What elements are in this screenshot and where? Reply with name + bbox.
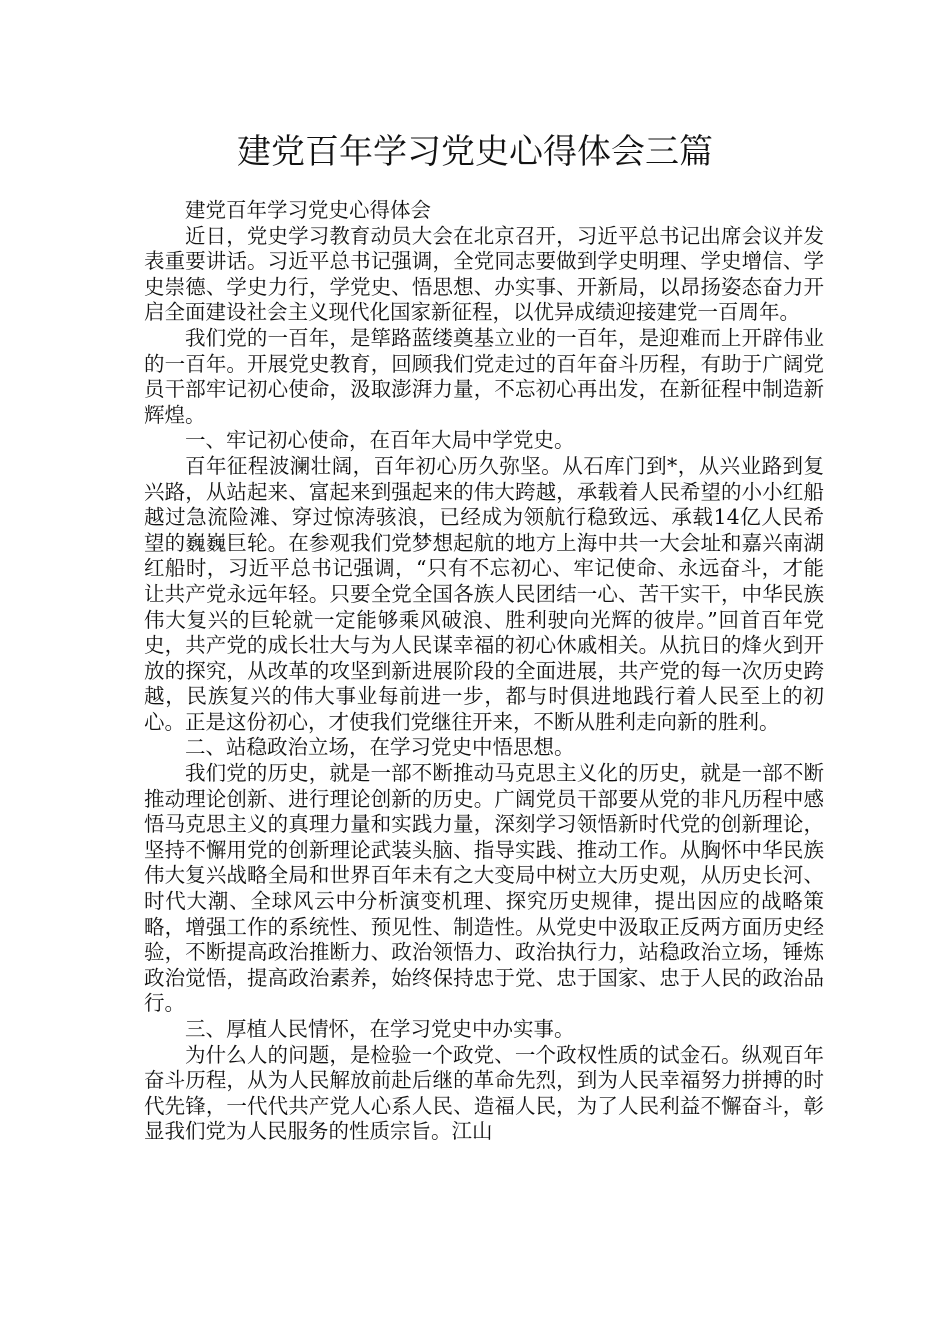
- section-heading: 一、牢记初心使命，在百年大局中学党史。: [185, 428, 575, 453]
- document-title: 建党百年学习党史心得体会三篇: [237, 132, 713, 172]
- body-paragraph: 近日，党史学习教育动员大会在北京召开，习近平总书记出席会议并发表重要讲话。习近平总书记强调，全党同志要做到学史明理、学史增信、学史崇德、学史力行，学党史、悟思想、办实事、开新局，以昂扬姿态奋力开启全面建设社会主义现代化国家新征程，以优异成绩迎接建党一百周年。: [144, 223, 824, 325]
- section-heading: 二、站稳政治立场，在学习党史中悟思想。: [185, 735, 575, 760]
- section-heading: 三、厚植人民情怀，在学习党史中办实事。: [185, 1017, 575, 1041]
- body-paragraph: 百年征程波澜壮阔，百年初心历久弥坚。从石库门到*，从兴业路到复兴路，从站起来、富起来到强起来的伟大跨越，承载着人民希望的小小红船越过急流险滩、穿过惊涛骇浪，已经成为领航行稳致远、承载14亿人民希望的巍巍巨轮。在参观我们党梦想起航的地方上海中共一大会址和嘉兴南湖红船时，习近平总书记强调，“只有不忘初心、牢记使命、永远奋斗，才能让共产党永远年轻。只要全党全国各族人民团结一心、苦干实干，中华民族伟大复兴的巨轮就一定能够乘风破浪、胜利驶向光辉的彼岸。”回首百年党史，共产党的成长壮大与为人民谋幸福的初心休戚相关。从抗日的烽火到开放的探究，从改革的攻坚到新进展阶段的全面进展，共产党的每一次历史跨越，民族复兴的伟大事业每前进一步，都与时俱进地践行着人民至上的初心。正是这份初心，才使我们党继往开来，不断从胜利走向新的胜利。: [144, 453, 824, 734]
- body-paragraph: 我们党的一百年，是筚路蓝缕奠基立业的一百年，是迎难而上开辟伟业的一百年。开展党史教育，回顾我们党走过的百年奋斗历程，有助于广阔党员干部牢记初心使命，汲取澎湃力量，不忘初心再出发，在新征程中制造新辉煌。: [144, 325, 824, 427]
- section-heading: 建党百年学习党史心得体会: [185, 198, 431, 222]
- document-body: [144, 198, 824, 1145]
- body-paragraph: 我们党的历史，就是一部不断推动马克思主义化的历史，就是一部不断推动理论创新、进行理论创新的历史。广阔党员干部要从党的非凡历程中感悟马克思主义的真理力量和实践力量，深刻学习领悟新时代党的创新理论，坚持不懈用党的创新理论武装头脑、指导实践、推动工作。从胸怀中华民族伟大复兴战略全局和世界百年未有之大变局中树立大历史观，从历史长河、时代大潮、全球风云中分析演变机理、探究历史规律，提出因应的战略策略，增强工作的系统性、预见性、制造性。从党史中汲取正反两方面历史经验，不断提高政治推断力、政治领悟力、政治执行力，站稳政治立场，锤炼政治觉悟，提高政治素养，始终保持忠于党、忠于国家、忠于人民的政治品行。: [144, 761, 824, 1016]
- body-paragraph: 为什么人的问题，是检验一个政党、一个政权性质的试金石。纵观百年奋斗历程，从为人民解放前赴后继的革命先烈，到为人民幸福努力拼搏的时代先锋，一代代共产党人心系人民、造福人民，为了人民利益不懈奋斗，彰显我们党为人民服务的性质宗旨。江山: [144, 1042, 824, 1144]
